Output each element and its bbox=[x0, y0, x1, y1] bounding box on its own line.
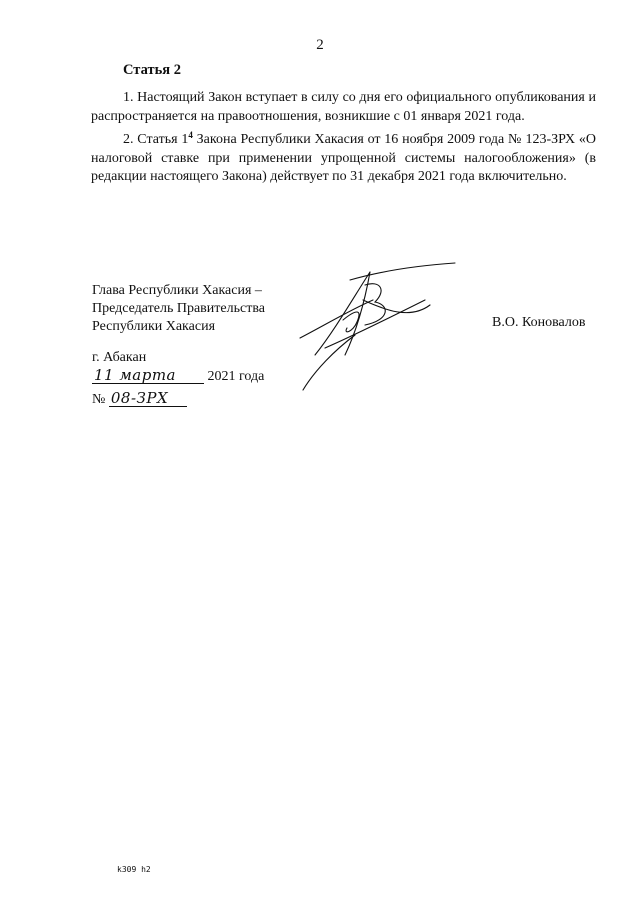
date-year: 2021 года bbox=[207, 369, 265, 384]
signatory-line-1: Глава Республики Хакасия – bbox=[92, 283, 262, 298]
date-line bbox=[92, 367, 264, 385]
paragraph-2-start: 2. Статья 1 bbox=[123, 132, 189, 147]
law-number-line bbox=[92, 390, 187, 408]
date-handwritten: 11 марта bbox=[92, 367, 204, 384]
signatory-title bbox=[92, 282, 265, 336]
paragraph-2 bbox=[91, 126, 596, 187]
number-prefix: № bbox=[92, 392, 106, 407]
page-number: 2 bbox=[316, 37, 324, 53]
number-handwritten: 08-ЗРХ bbox=[109, 390, 187, 407]
handwritten-signature bbox=[295, 260, 470, 395]
paragraph-2-superscript: 4 bbox=[188, 130, 193, 140]
signatory-name: В.О. Коновалов bbox=[492, 315, 586, 330]
article-body bbox=[91, 89, 596, 187]
place: г. Абакан bbox=[92, 350, 147, 365]
article-heading: Статья 2 bbox=[123, 62, 181, 78]
footer-code: k309 h2 bbox=[117, 865, 151, 874]
signatory-line-2: Председатель Правительства bbox=[92, 301, 265, 316]
paragraph-1: 1. Настоящий Закон вступает в силу со дня его официального опубликования и распространяется на правоотношения, возникшие с 01 января 2021 года. bbox=[91, 90, 596, 124]
paragraph-2-rest: Закона Республики Хакасия от 16 ноября 2009 года № 123-ЗРХ «О налоговой ставке при применении упрощенной системы налогообложения» (в редакции настоящего Закона) действует по 31 декабря 2021 года включительно. bbox=[91, 132, 596, 184]
signatory-line-3: Республики Хакасия bbox=[92, 319, 216, 334]
